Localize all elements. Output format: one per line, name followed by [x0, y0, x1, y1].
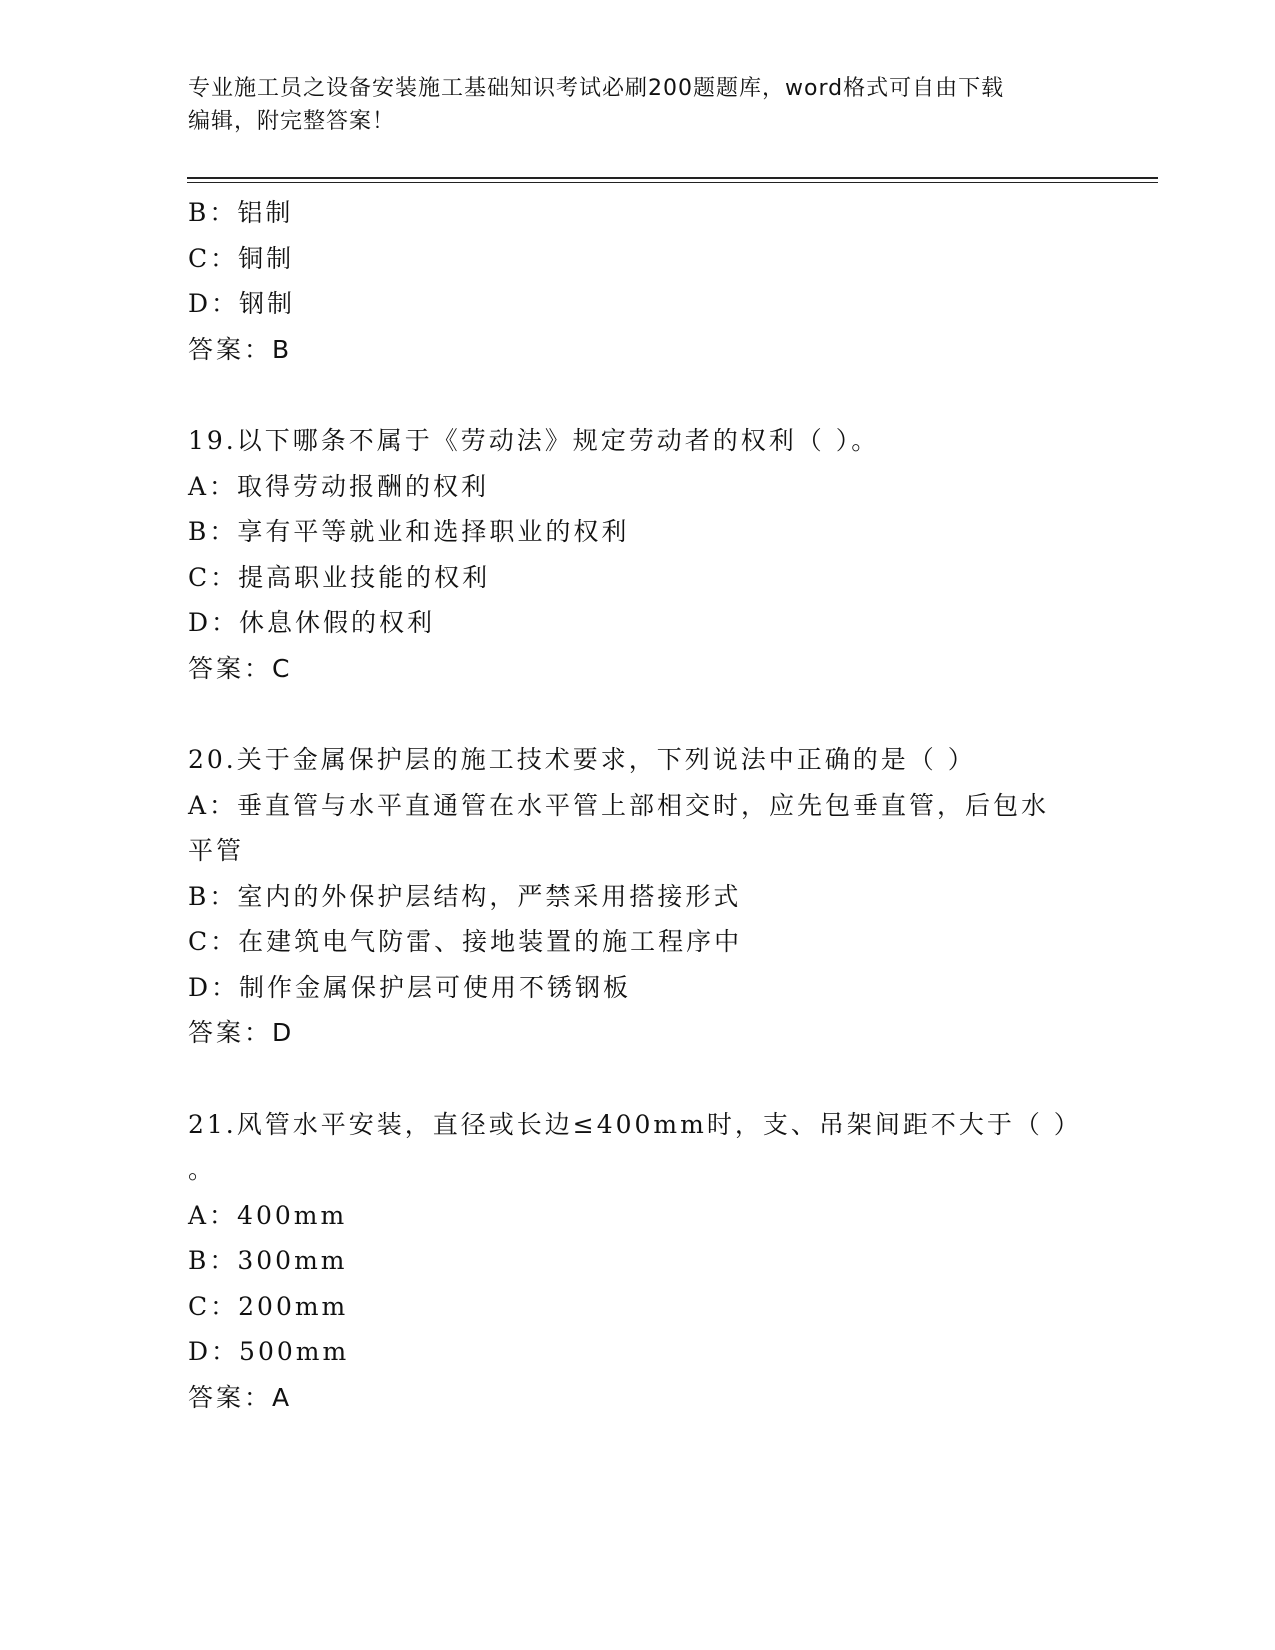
option-c: C：200mm [188, 1291, 349, 1321]
option-d: D：休息休假的权利 [188, 608, 436, 637]
question-list [188, 190, 1088, 1420]
header-divider-thick [187, 177, 1158, 179]
question-stem-line-1: 21.风管水平安装，直径或长边≤400mm时，支、吊架间距不大于（ ） [188, 1109, 1082, 1139]
option-b: B：300mm [188, 1246, 348, 1275]
option-a: A：400mm [188, 1200, 348, 1230]
answer: 答案：A [188, 1382, 293, 1412]
question-19 [188, 418, 1088, 691]
option-b: B：室内的外保护层结构，严禁采用搭接形式 [188, 881, 742, 911]
option-a-line-1: A：垂直管与水平直通管在水平管上部相交时，应先包垂直管，后包水 [188, 790, 1050, 820]
document-header [188, 72, 1068, 138]
header-divider-thin [187, 182, 1158, 183]
answer: 答案：B [188, 334, 293, 364]
option-a: A：取得劳动报酬的权利 [188, 471, 490, 501]
option-d: D：制作金属保护层可使用不锈钢板 [188, 972, 632, 1002]
answer: 答案：C [188, 653, 293, 683]
answer: 答案：D [188, 1018, 295, 1047]
header-line-2: 编辑，附完整答案！ [188, 109, 396, 134]
option-b: B：享有平等就业和选择职业的权利 [188, 517, 630, 546]
option-d: D：500mm [188, 1337, 350, 1366]
option-c: C：提高职业技能的权利 [188, 562, 491, 592]
option-b: B：铝制 [188, 198, 294, 227]
question-stem: 20.关于金属保护层的施工技术要求，下列说法中正确的是（ ） [188, 745, 976, 774]
question-stem-line-2: 。 [188, 1155, 217, 1184]
question-stem: 19.以下哪条不属于《劳动法》规定劳动者的权利（ ）。 [188, 426, 880, 455]
option-a-line-2: 平管 [188, 836, 245, 865]
header-line-1: 专业施工员之设备安装施工基础知识考试必刷200题题库，word格式可自由下载 [188, 76, 1005, 101]
question-20 [188, 737, 1088, 1056]
question-18-tail [188, 190, 1088, 372]
question-21 [188, 1102, 1088, 1421]
option-c: C：在建筑电气防雷、接地装置的施工程序中 [188, 927, 743, 956]
option-c: C：铜制 [188, 243, 295, 273]
option-d: D：钢制 [188, 289, 296, 318]
